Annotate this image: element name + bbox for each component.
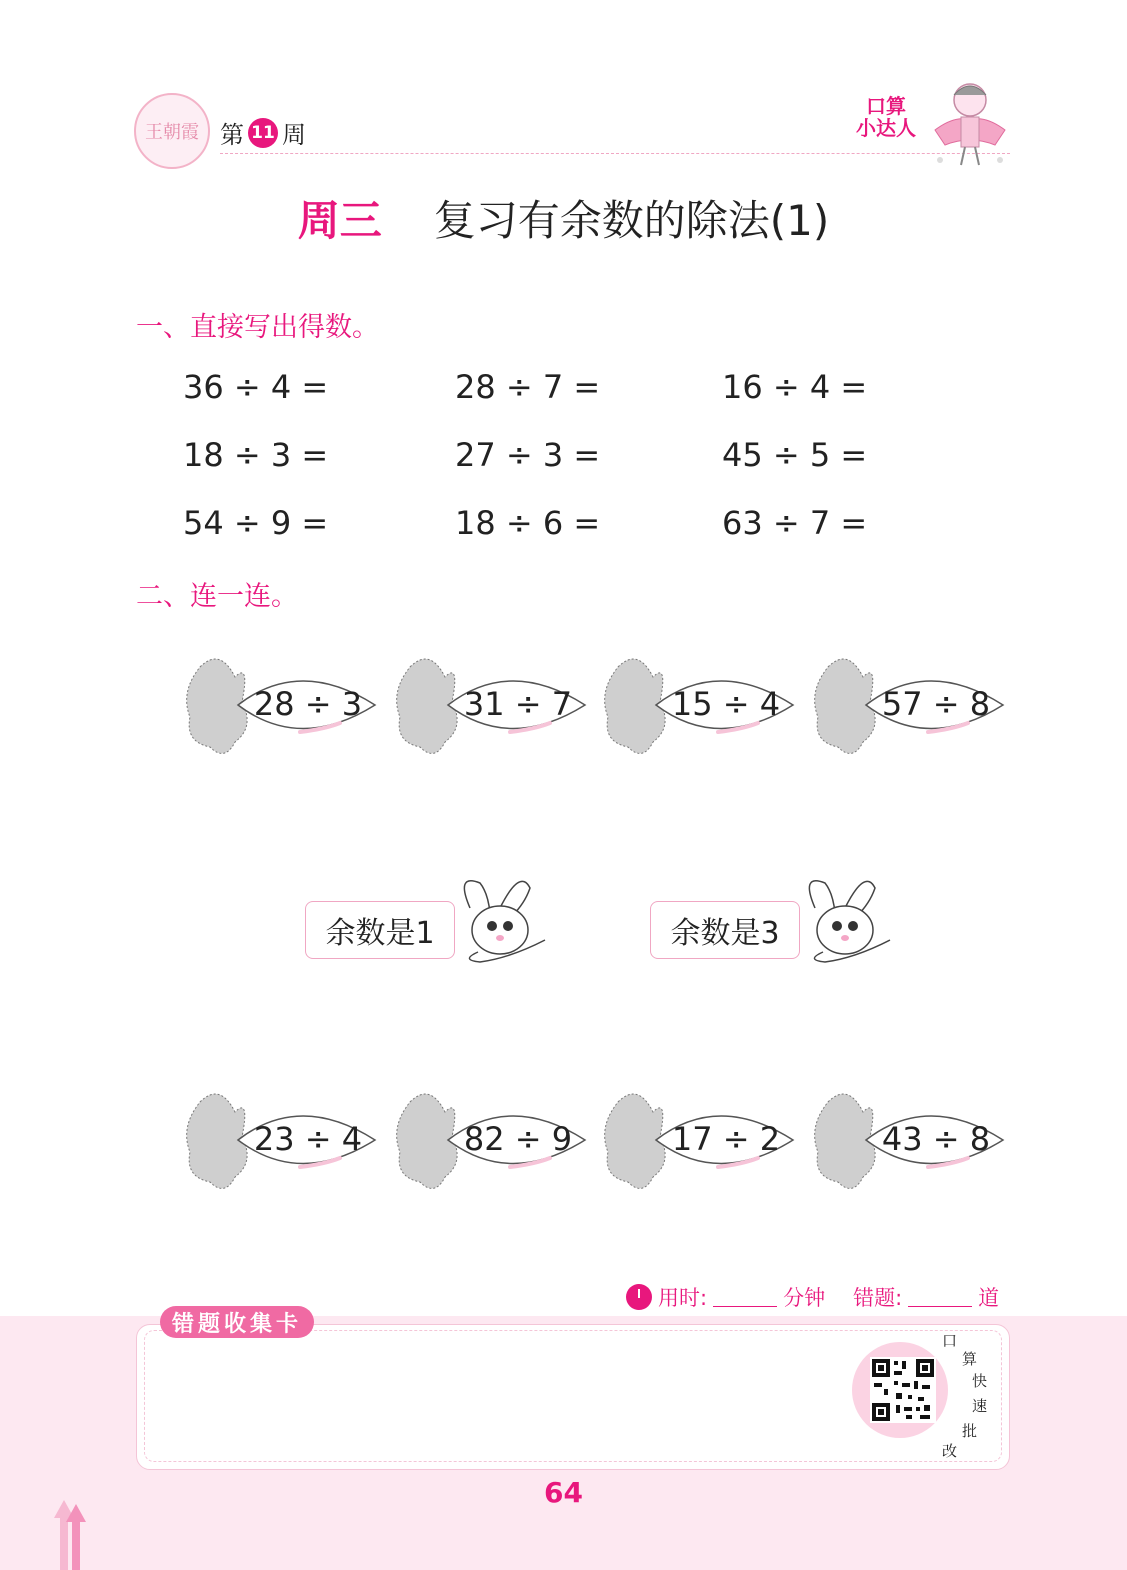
publisher-logo — [134, 93, 210, 169]
radish-card[interactable] — [808, 647, 1008, 762]
equation: 63 ÷ 7 = — [722, 504, 868, 542]
mascot-illustration — [925, 75, 1015, 170]
equation: 45 ÷ 5 = — [722, 436, 868, 474]
lesson-title — [0, 188, 1127, 248]
week-label — [220, 115, 306, 150]
week-number-badge: 11 — [248, 118, 278, 148]
equation: 36 ÷ 4 = — [183, 368, 329, 406]
radish-card[interactable] — [390, 1082, 590, 1197]
radish-card[interactable] — [180, 647, 380, 762]
radish-expression: 28 ÷ 3 — [253, 685, 363, 723]
equation: 16 ÷ 4 = — [722, 368, 868, 406]
equation: 28 ÷ 7 = — [455, 368, 601, 406]
radish-expression: 31 ÷ 7 — [463, 685, 573, 723]
equation: 18 ÷ 3 = — [183, 436, 329, 474]
error-label: 错题: — [853, 1286, 903, 1310]
qr-caption-char: 口 — [942, 1332, 958, 1350]
remainder-label[interactable]: 余数是1 — [305, 901, 455, 959]
radish-card[interactable] — [598, 1082, 798, 1197]
header-divider — [220, 153, 1010, 154]
logo-text: 王朝霞 — [145, 122, 199, 143]
equation: 27 ÷ 3 = — [455, 436, 601, 474]
time-error-record — [626, 1282, 999, 1312]
brand-line-2: 小达人 — [856, 116, 916, 140]
section-1-heading: 一、直接写出得数。 — [136, 312, 379, 343]
equation: 18 ÷ 6 = — [455, 504, 601, 542]
radish-card[interactable] — [180, 1082, 380, 1197]
radish-expression: 23 ÷ 4 — [253, 1120, 363, 1158]
bunny-icon — [450, 868, 550, 968]
time-label: 用时: — [658, 1286, 708, 1310]
qr-code-icon[interactable] — [870, 1357, 936, 1423]
qr-caption-char: 快 — [972, 1372, 988, 1390]
error-blank[interactable] — [908, 1288, 972, 1307]
corner-arrow-icon — [52, 1498, 92, 1570]
week-prefix: 第 — [220, 121, 244, 149]
brand-line-1: 口算 — [866, 94, 906, 118]
radish-card[interactable] — [598, 647, 798, 762]
radish-card[interactable] — [390, 647, 590, 762]
qr-caption-char: 批 — [962, 1422, 978, 1440]
stopwatch-icon — [626, 1284, 652, 1310]
qr-caption-char: 速 — [972, 1397, 988, 1415]
time-blank[interactable] — [713, 1288, 777, 1307]
weekday-label: 周三 — [297, 196, 382, 245]
time-unit: 分钟 — [783, 1286, 826, 1310]
section-2-heading: 二、连一连。 — [136, 581, 298, 612]
radish-expression: 43 ÷ 8 — [881, 1120, 991, 1158]
lesson-topic: 复习有余数的除法(1) — [433, 196, 830, 245]
error-unit: 道 — [978, 1286, 1000, 1310]
week-suffix: 周 — [282, 121, 306, 149]
radish-expression: 17 ÷ 2 — [671, 1120, 781, 1158]
radish-card[interactable] — [808, 1082, 1008, 1197]
series-brand — [855, 95, 917, 139]
radish-expression: 57 ÷ 8 — [881, 685, 991, 723]
page-number: 64 — [544, 1476, 583, 1509]
remainder-label[interactable]: 余数是3 — [650, 901, 800, 959]
error-card-title: 错题收集卡 — [160, 1306, 314, 1338]
radish-expression: 15 ÷ 4 — [671, 685, 781, 723]
qr-caption-char: 改 — [942, 1442, 958, 1460]
radish-expression: 82 ÷ 9 — [463, 1120, 573, 1158]
qr-caption-char: 算 — [962, 1350, 978, 1368]
equation: 54 ÷ 9 = — [183, 504, 329, 542]
bunny-icon — [795, 868, 895, 968]
